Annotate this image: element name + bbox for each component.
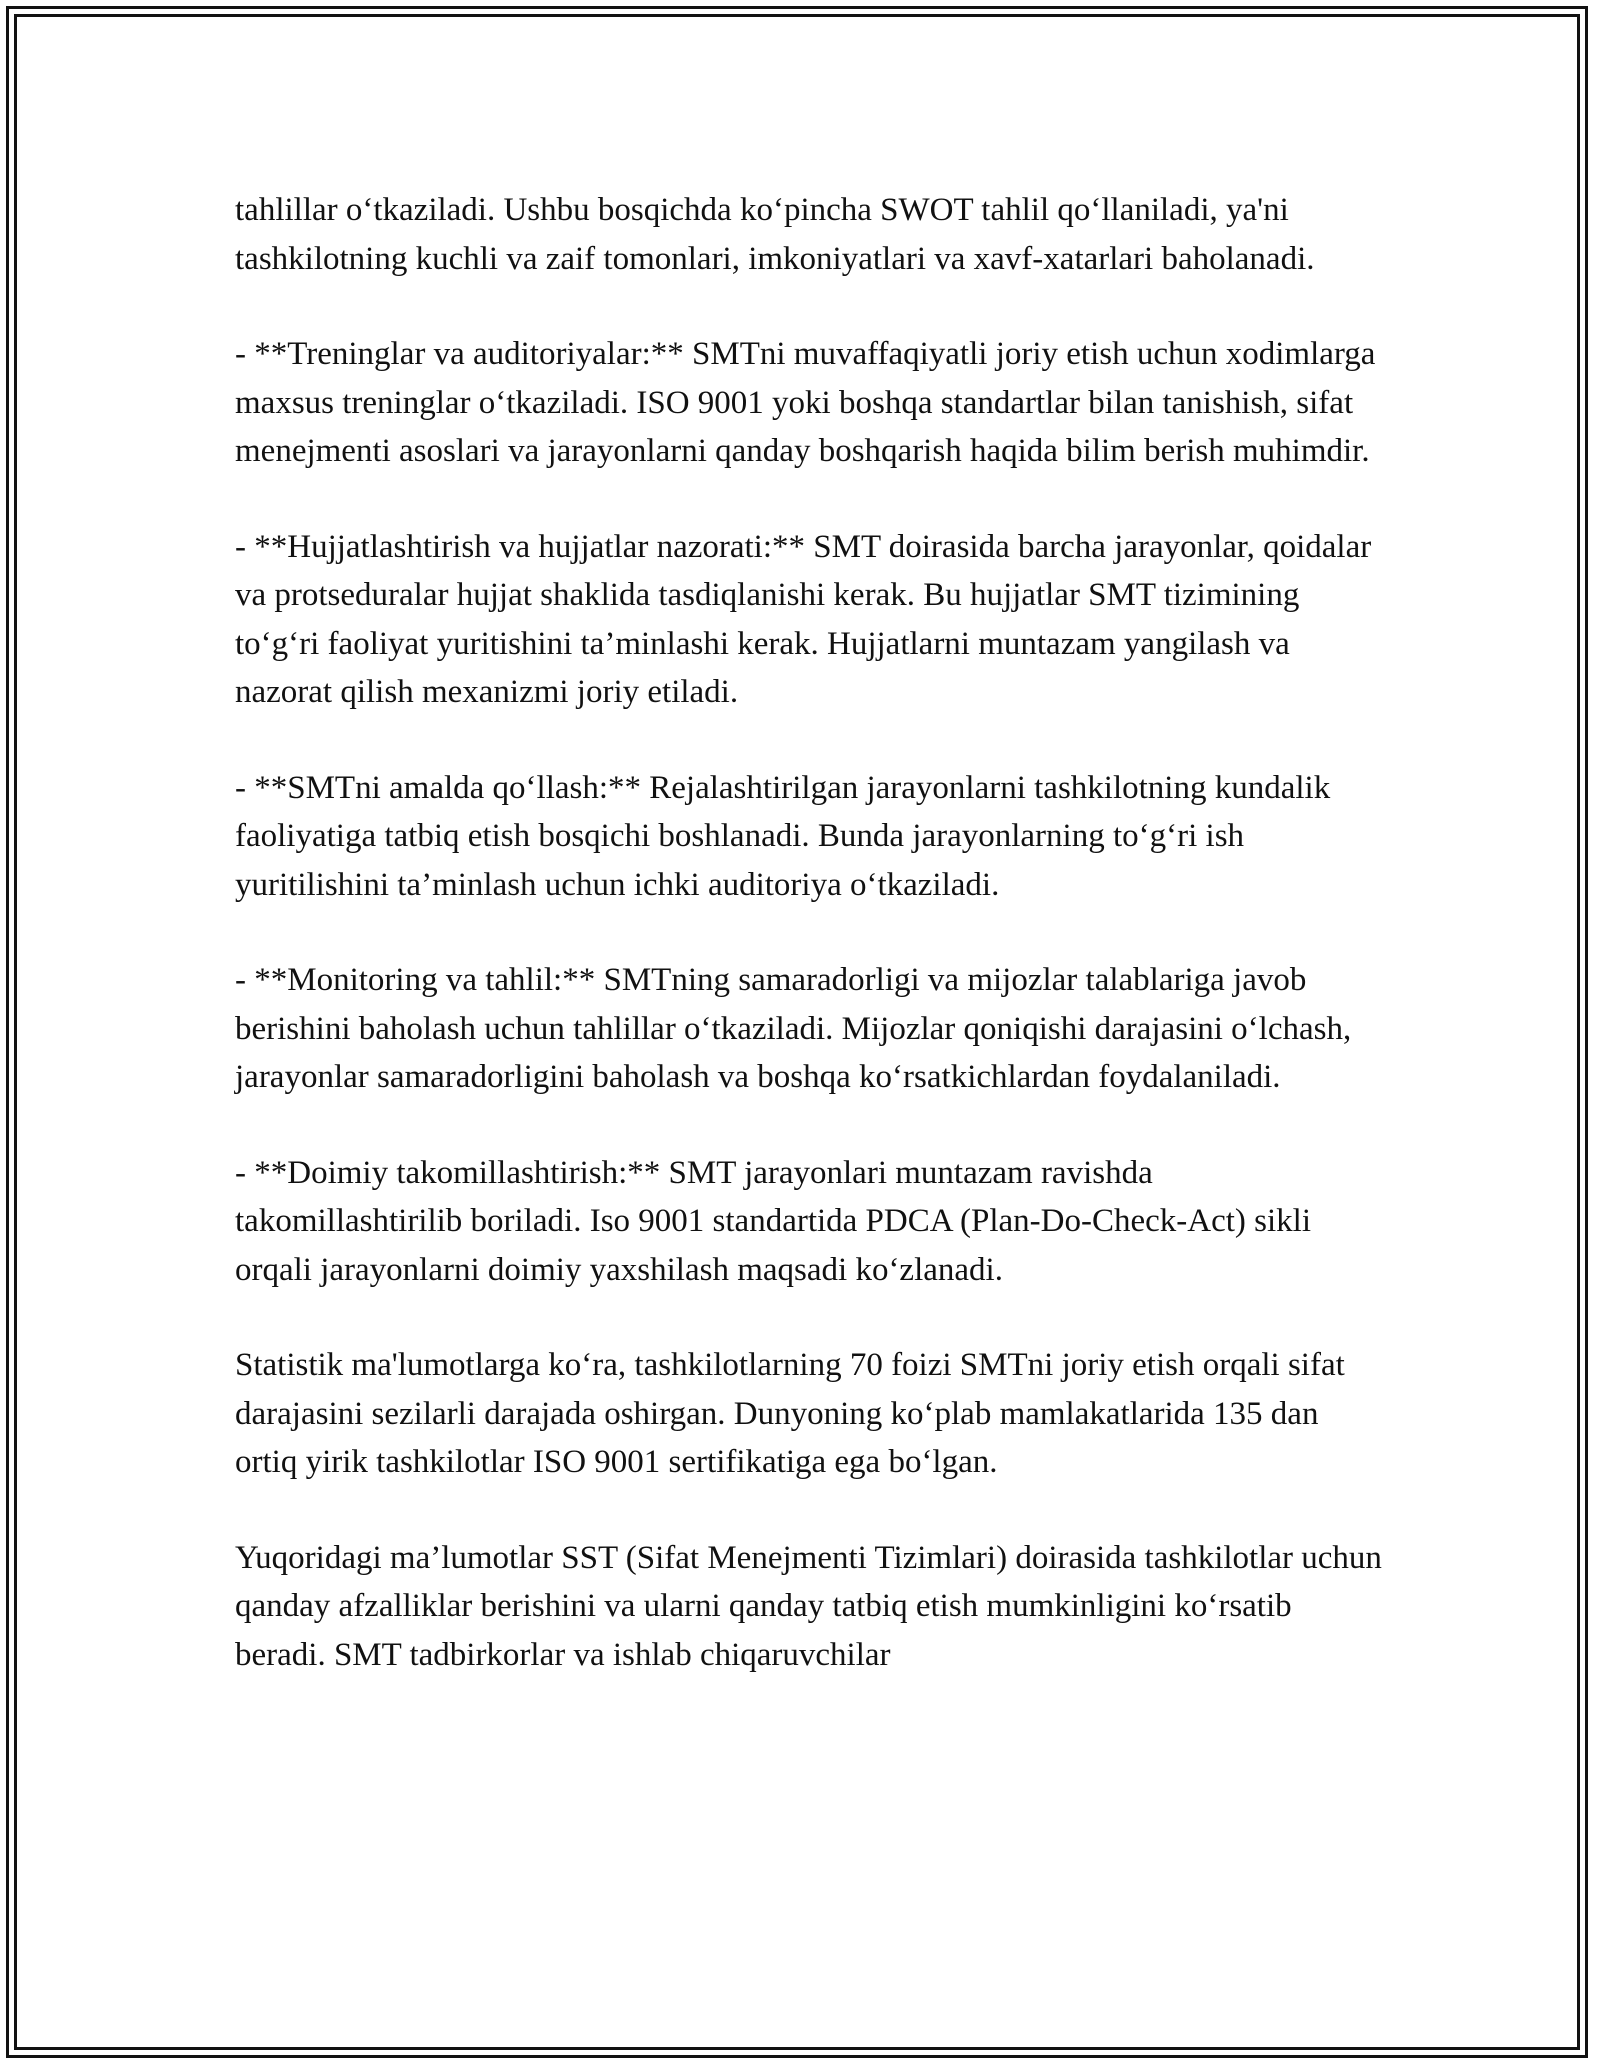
paragraph-monitoring: - **Monitoring va tahlil:** SMTning samaradorligi va mijozlar talablariga javob berishini baholash uchun tahlillar o‘tkaziladi. Mijozlar qoniqishi darajasini o‘lchash, jarayonlar samaradorligini baholash va boshqa ko‘rsatkichlardan foydalaniladi. bbox=[235, 962, 1352, 1095]
paragraph-implementation: - **SMTni amalda qo‘llash:** Rejalashtirilgan jarayonlarni tashkilotning kundalik faoliyatiga tatbiq etish bosqichi boshlanadi. Bunda jarayonlarning to‘g‘ri ish yuritilishini ta’minlash uchun ichki auditoriya o‘tkaziladi. bbox=[235, 769, 1331, 903]
paragraph-trainings: - **Treninglar va auditoriyalar:** SMTni muvaffaqiyatli joriy etish uchun xodimlarga maxsus treninglar o‘tkaziladi. ISO 9001 yoki boshqa standartlar bilan tanishish, sifat menejmenti asoslari va jarayonlarni qanday boshqarish haqida bilim berish muhimdir. bbox=[235, 336, 1376, 469]
paragraph-improvement: - **Doimiy takomillashtirish:** SMT jarayonlari muntazam ravishda takomillashtirilib boriladi. Iso 9001 standartida PDCA (Plan-Do-Check-Act) sikli orqali jarayonlarni doimiy yaxshilash maqsadi ko‘zlanadi. bbox=[235, 1154, 1312, 1288]
paragraph-conclusion: Yuqoridagi ma’lumotlar SST (Sifat Menejmenti Tizimlari) doirasida tashkilotlar uchun qanday afzalliklar berishini va ularni qanday tatbiq etish mumkinligini ko‘rsatib beradi. SMT tadbirkorlar va ishlab chiqaruvchilar bbox=[235, 1539, 1382, 1673]
document-body bbox=[235, 186, 1385, 1679]
paragraph-documentation: - **Hujjatlashtirish va hujjatlar nazorati:** SMT doirasida barcha jarayonlar, qoidalar va protseduralar hujjat shaklida tasdiqlanishi kerak. Bu hujjatlar SMT tizimining to‘g‘ri faoliyat yuritishini ta’minlashi kerak. Hujjatlarni muntazam yangilash va nazorat qilish mexanizmi joriy etiladi. bbox=[235, 528, 1372, 710]
paragraph-swot-intro: tahlillar o‘tkaziladi. Ushbu bosqichda ko‘pincha SWOT tahlil qo‘llaniladi, ya'ni tashkilotning kuchli va zaif tomonlari, imkoniyatlari va xavf-xatarlari baholanadi. bbox=[235, 192, 1315, 277]
paragraph-statistics: Statistik ma'lumotlarga ko‘ra, tashkilotlarning 70 foizi SMTni joriy etish orqali sifat darajasini sezilarli darajada oshirgan. Dunyoning ko‘plab mamlakatlarida 135 dan ortiq yirik tashkilotlar ISO 9001 sertifikatiga ega bo‘lgan. bbox=[235, 1347, 1345, 1480]
